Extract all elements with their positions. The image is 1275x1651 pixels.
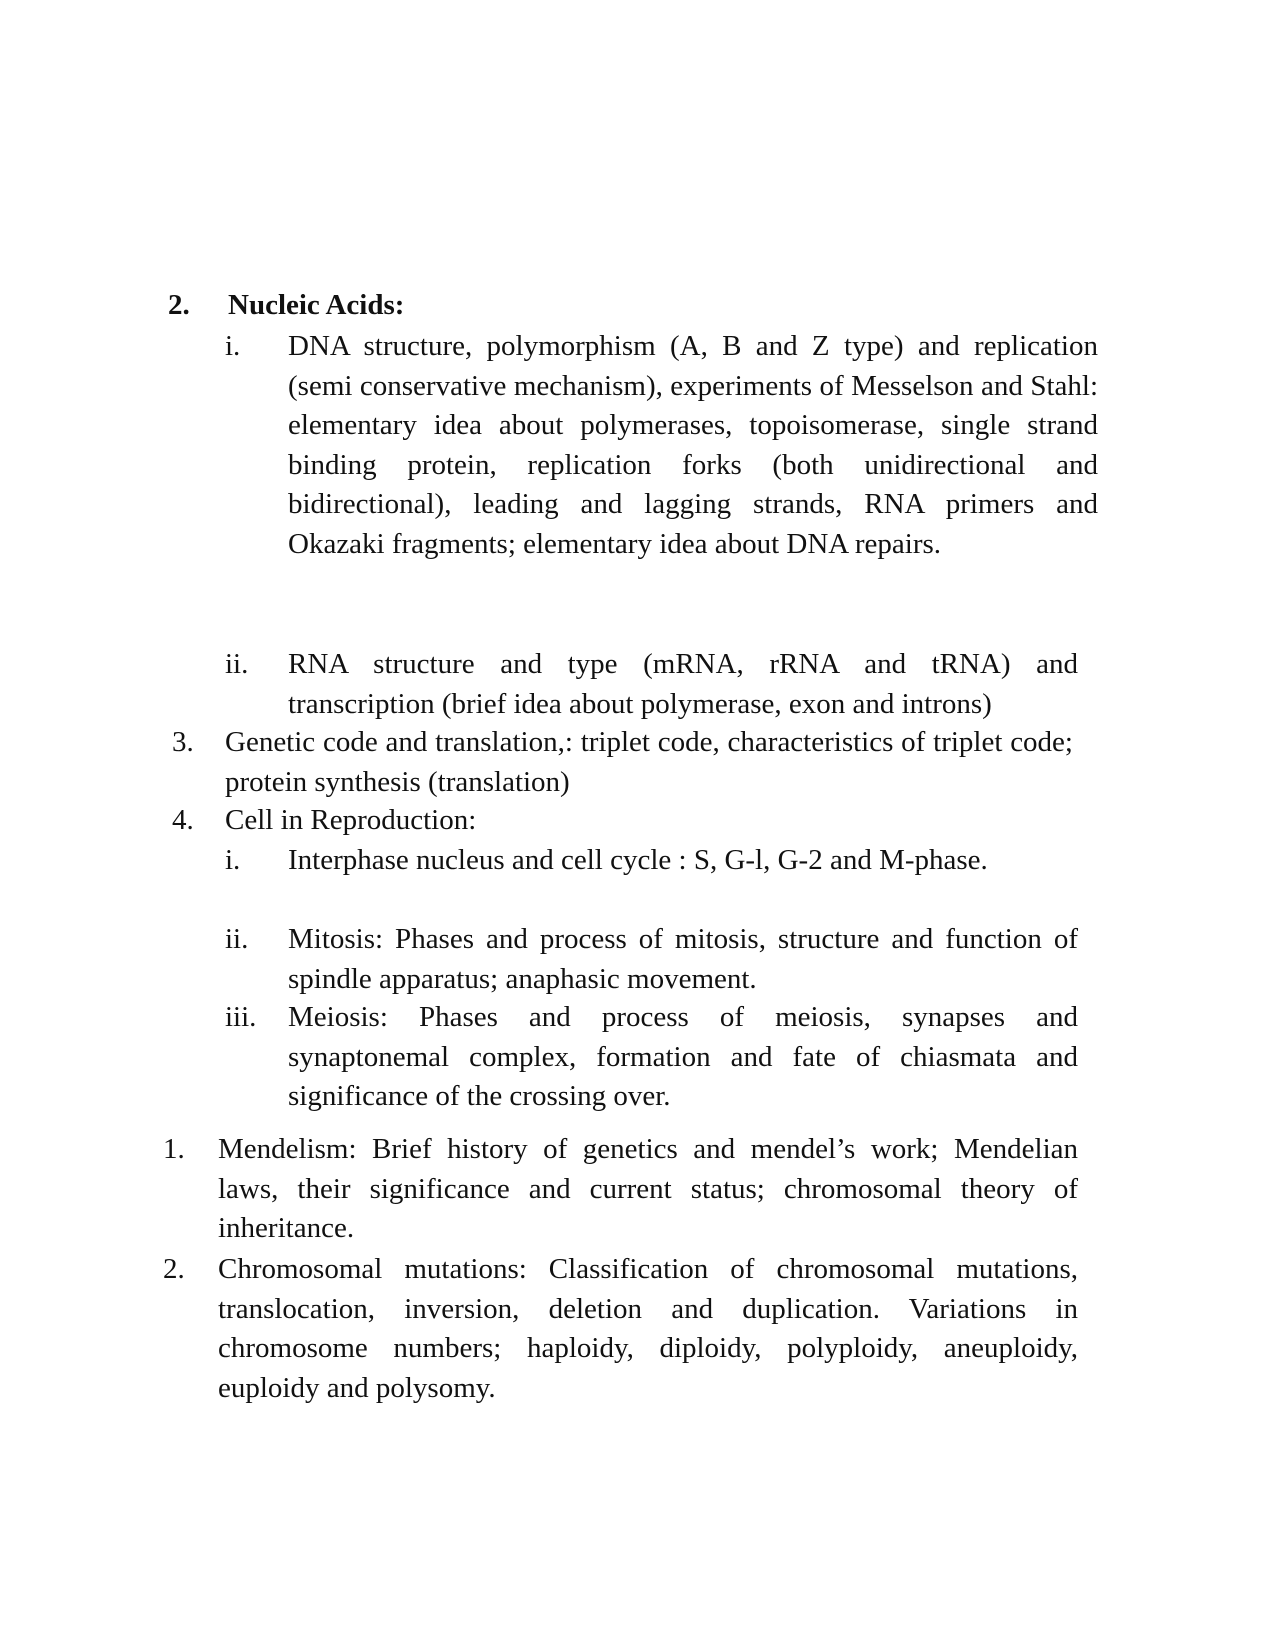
subitem-text: Meiosis: Phases and process of meiosis, synapses and synaptonemal complex, formation and fate of chiasmata and significance of the crossing over. bbox=[288, 1001, 1078, 1112]
subitem-text: Interphase nucleus and cell cycle : S, G-l, G-2 and M-phase. bbox=[288, 844, 988, 876]
subitem-interphase bbox=[225, 841, 1105, 881]
section-number: 2. bbox=[163, 1253, 185, 1285]
section-text: Cell in Reproduction: bbox=[225, 804, 477, 836]
section-text: Genetic code and translation,: triplet code, characteristics of triplet code; protein synthesis (translation) bbox=[225, 726, 1073, 798]
subitem-text: Mitosis: Phases and process of mitosis, structure and function of spindle apparatus; anaphasic movement. bbox=[288, 923, 1078, 995]
subitem-text: DNA structure, polymorphism (A, B and Z type) and replication (semi conservative mechanism), experiments of Messelson and Stahl: elementary idea about polymerases, topoisomerase, single strand binding protein, replication forks (both unidirectional and bidirectional), leading and lagging strands, RNA primers and Okazaki fragments; elementary idea about DNA repairs. bbox=[288, 330, 1098, 560]
section-text: Chromosomal mutations: Classification of chromosomal mutations, translocation, inversion, deletion and duplication. Variations in chromosome numbers; haploidy, diploidy, polyploidy, aneuploidy, euploidy and polysomy. bbox=[218, 1253, 1078, 1404]
subitem-dna-structure bbox=[225, 327, 1105, 564]
section-number: 1. bbox=[163, 1133, 185, 1165]
subitem-number: i. bbox=[225, 844, 241, 876]
section-number: 3. bbox=[172, 726, 194, 758]
section-cell-reproduction bbox=[172, 801, 1072, 841]
section-number: 2. bbox=[168, 289, 190, 321]
section-heading: Nucleic Acids: bbox=[228, 289, 405, 321]
subitem-text: RNA structure and type (mRNA, rRNA and tRNA) and transcription (brief idea about polymerase, exon and introns) bbox=[288, 648, 1078, 720]
subitem-mitosis bbox=[225, 920, 1105, 999]
subitem-number: iii. bbox=[225, 1001, 257, 1033]
section-number: 4. bbox=[172, 804, 194, 836]
subitem-rna-structure bbox=[225, 645, 1105, 724]
section-nucleic-acids bbox=[168, 286, 1068, 326]
subitem-meiosis bbox=[225, 998, 1105, 1117]
subitem-number: ii. bbox=[225, 648, 249, 680]
section-mendelism bbox=[163, 1130, 1083, 1249]
subitem-number: i. bbox=[225, 330, 241, 362]
section-genetic-code bbox=[172, 723, 1072, 802]
section-chromosomal-mutations bbox=[163, 1250, 1083, 1408]
section-text: Mendelism: Brief history of genetics and mendel’s work; Mendelian laws, their significance and current status; chromosomal theory of inheritance. bbox=[218, 1133, 1078, 1244]
subitem-number: ii. bbox=[225, 923, 249, 955]
